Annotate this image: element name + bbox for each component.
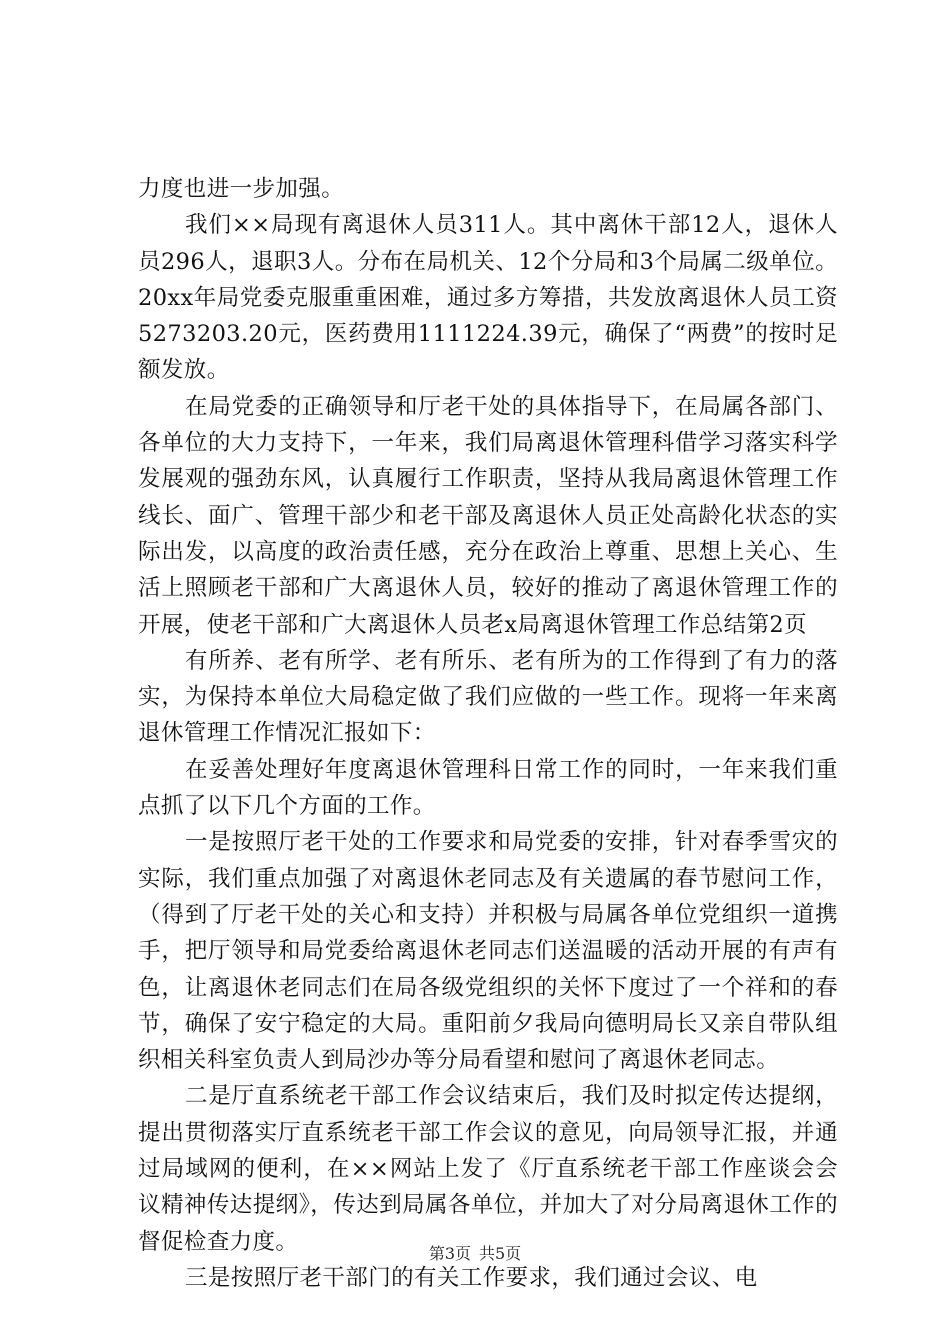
paragraph: 三是按照厅老干部门的有关工作要求，我们通过会议、电 xyxy=(185,1264,758,1291)
paragraph: 在局党委的正确领导和厅老干处的具体指导下，在局属各部门、各单位的大力支持下，一年来，我们局离退休管理科借学习落实科学发展观的强劲东风，认真履行工作职责，坚持从我局离退休管理工作线长、面广、管理干部少和老干部及离退休人员正处高龄化状态的实际出发，以高度的政治责任感，充分在政治上尊重、思想上关心、生活上照顾老干部和广大离退休人员，较好的推动了离退休管理工作的开展，使老干部和广大离退休人员老x局离退休管理工作总结第2页 xyxy=(138,393,838,638)
page-footer xyxy=(0,1244,950,1264)
paragraph: 我们××局现有离退休人员311人。其中离休干部12人，退休人员296人，退职3人。分布在局机关、12个分局和3个局属二级单位。20xx年局党委克服重重困难，通过多方筹措，共发放离退休人员工资5273203.20元，医药费用1111224.39元，确保了“两费”的按时足额发放。 xyxy=(138,212,838,384)
paragraph: 二是厅直系统老干部工作会议结束后，我们及时拟定传达提纲，提出贯彻落实厅直系统老干部工作会议的意见，向局领导汇报，并通过局域网的便利，在××网站上发了《厅直系统老干部工作座谈会会议精神传达提纲》，传达到局属各单位，并加大了对分局离退休工作的督促检查力度。 xyxy=(138,1083,838,1255)
paragraph: 有所养、老有所学、老有所乐、老有所为的工作得到了有力的落实，为保持本单位大局稳定做了我们应做的一些工作。现将一年来离退休管理工作情况汇报如下： xyxy=(138,647,838,747)
page-number-total: 共5页 xyxy=(479,1244,522,1263)
paragraph: 一是按照厅老干处的工作要求和局党委的安排，针对春季雪灾的实际，我们重点加强了对离退休老同志及有关遗属的春节慰问工作，（得到了厅老干处的关心和支持）并积极与局属各单位党组织一道携手，把厅领导和局党委给离退休老同志们送温暖的活动开展的有声有色，让离退休老同志们在局各级党组织的关怀下度过了一个祥和的春节，确保了安宁稳定的大局。重阳前夕我局向德明局长又亲自带队组织相关科室负责人到局沙办等分局看望和慰问了离退休老同志。 xyxy=(138,829,838,1074)
paragraph: 力度也进一步加强。 xyxy=(138,176,345,202)
paragraph: 在妥善处理好年度离退休管理科日常工作的同时，一年来我们重点抓了以下几个方面的工作。 xyxy=(138,756,838,820)
page-number-current: 第3页 xyxy=(428,1244,471,1263)
document-body xyxy=(138,171,838,1296)
